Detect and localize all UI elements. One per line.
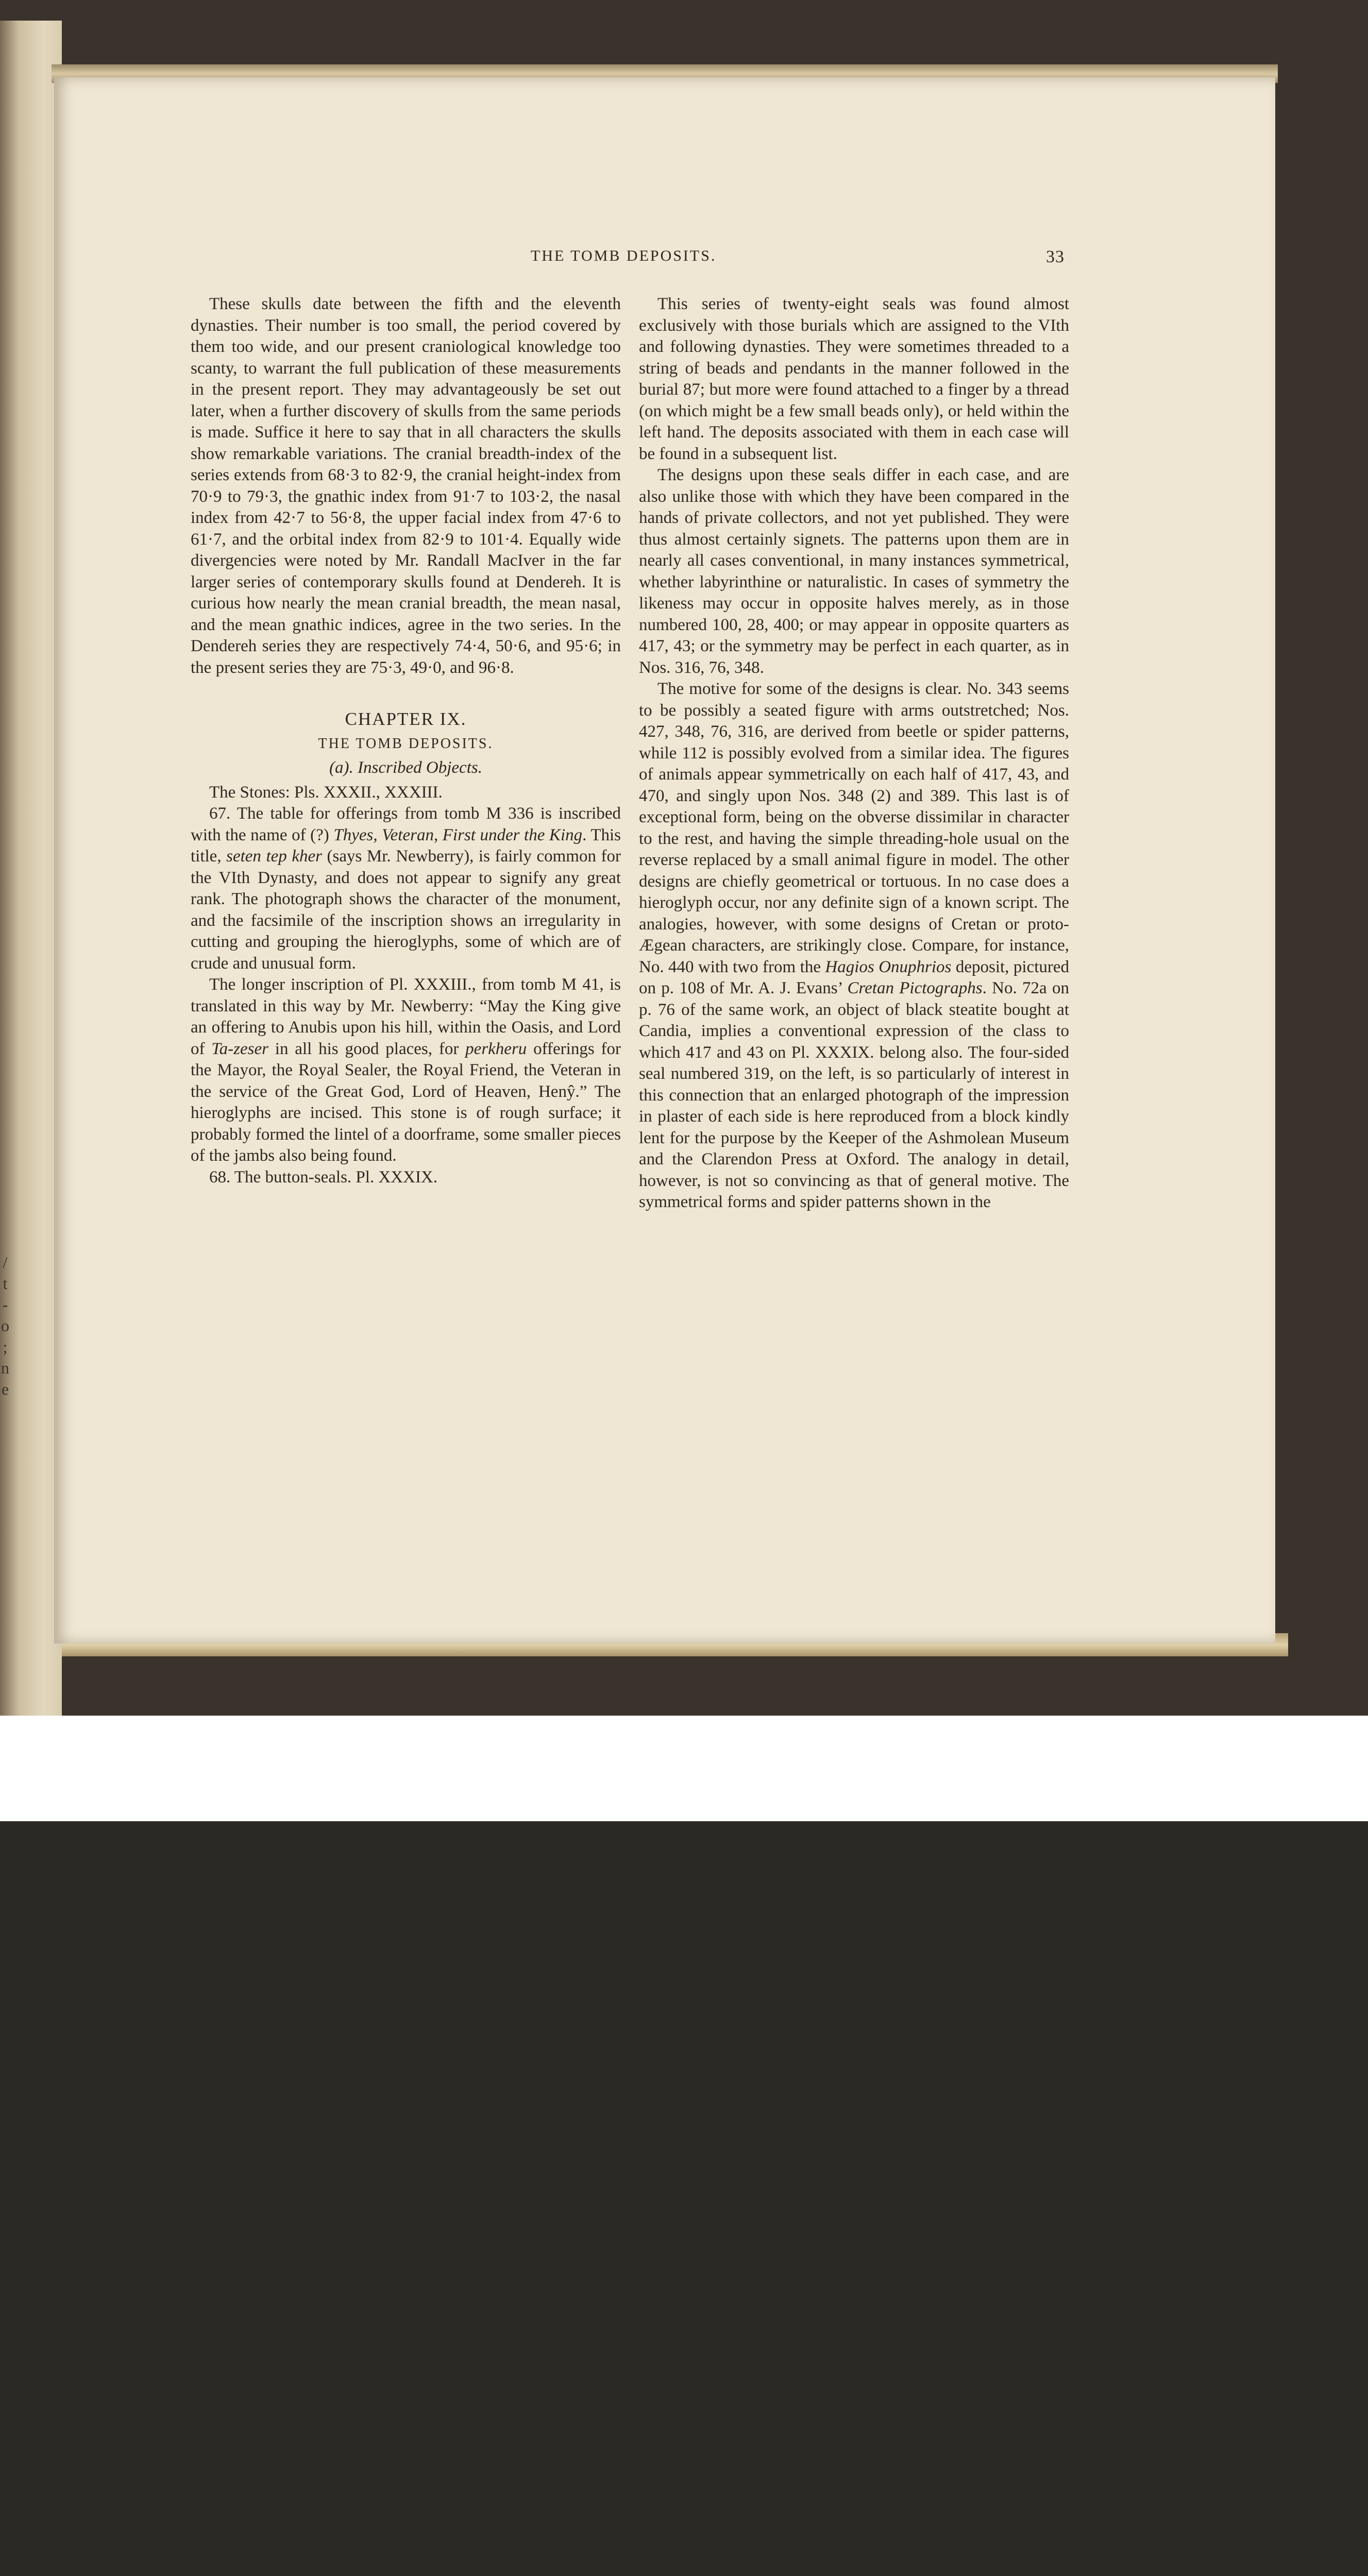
margin-character: - xyxy=(2,1295,8,1314)
left-column xyxy=(191,294,621,1188)
left-page-edge xyxy=(0,21,62,1716)
margin-character: n xyxy=(1,1359,9,1377)
page-number: 33 xyxy=(1046,247,1065,266)
margin-character: e xyxy=(1,1380,9,1398)
paragraph-68: 68. The button-seals. Pl. XXXIX. xyxy=(209,1167,438,1187)
right-column xyxy=(639,294,1069,1213)
section-heading: (a). Inscribed Objects. xyxy=(329,758,482,777)
margin-character: ; xyxy=(3,1337,8,1356)
paragraph-motive: The motive for some of the designs is clear. No. 343 seems to be possibly a seated figure with arms outstretched; Nos. 427, 348, 76, 316, are derived from beetle or spider patterns, while 112 is possibly evolved from a similar idea. The figures of animals appear symmetrically on each half of 417, 43, and 470, and singly upon Nos. 348 (2) and 389. This last is of exceptional form, being on the obverse dissimilar in character to the rest, and having the simple threading-hole usual on the reverse replaced by a small animal figure in model. The other designs are chiefly geometrical or tortuous. In no case does a hieroglyph occur, nor any definite sign of a known script. The analogies, however, with some designs of Cretan or proto-Ægean characters, are strikingly close. Compare, for instance, No. 440 with two from the Hagios Onuphrios deposit, pictured on p. 108 of Mr. A. J. Evans’ Cretan Pictographs. No. 72a on p. 76 of the same work, an object of black steatite bought at Candia, implies a conventional expression of the class to which 417 and 43 on Pl. XXXIX. belong also. The four-sided seal numbered 319, on the left, is so particularly of interest in this connection that an enlarged photograph of the impression in plaster of each side is here reproduced from a block kindly lent for the purpose by the Keeper of the Ashmolean Museum and the Clarendon Press at Oxford. The analogy in detail, however, is not so convincing as that of general motive. The symmetrical forms and spider patterns shown in the xyxy=(639,680,1070,1211)
paragraph-skulls: These skulls date between the fifth and the eleventh dynasties. Their number is too small, the period covered by them too wide, and our present craniological knowledge too scanty, to warrant the full publication of these measurements in the present report. They may advantageously be set out later, when a further discovery of skulls from the same periods is made. Suffice it here to say that in all characters the skulls show remarkable variations. The cranial breadth-index of the series extends from 68·3 to 82·9, the cranial height-index from 70·9 to 79·3, the gnathic index from 91·7 to 103·2, the nasal index from 42·7 to 56·8, the upper facial index from 47·6 to 61·7, and the orbital index from 82·9 to 101·4. Equally wide divergencies were noted by Mr. Randall MacIver in the far larger series of contemporary skulls found at Dendereh. It is curious how nearly the mean cranial breadth, the mean nasal, and the mean gnathic indices, agree in the two series. In the Dendereh series they are respectively 74·4, 50·6, and 95·6; in the present series they are 75·3, 49·0, and 96·8. xyxy=(191,295,621,677)
stones-line: The Stones: Pls. XXXII., XXXIII. xyxy=(209,783,443,802)
running-title: THE TOMB DEPOSITS. xyxy=(531,247,717,264)
paragraph-designs: The designs upon these seals differ in each case, and are also unlike those with which they have been compared in the hands of private collectors, and not yet published. They were thus almost certainly signets. The patterns upon them are in nearly all cases conventional, in many instances symmetrical, whether labyrinthine or naturalistic. In cases of symmetry the likeness may occur in opposite halves merely, as in those numbered 100, 28, 400; or may appear in opposite quarters as 417, 43; or the symmetry may be perfect in each quarter, as in Nos. 316, 76, 348. xyxy=(639,466,1069,677)
chapter-heading: CHAPTER IX. xyxy=(345,709,467,729)
paragraph-longer-inscription: The longer inscription of Pl. XXXIII., from tomb M 41, is translated in this way by Mr. Newberry: “May the King give an offering to Anubis upon his hill, within the Oasis, and Lord of Ta-zeser in all his good places, for perkheru offerings for the Mayor, the Royal Sealer, the Royal Friend, the Veteran in the service of the Great God, Lord of Heaven, Henŷ.” The hieroglyphs are incised. This stone is of rough surface; it probably formed the lintel of a doorframe, some smaller pieces of the jambs also being found. xyxy=(191,975,621,1165)
left-margin-fragment xyxy=(0,1252,10,1400)
viewer-footer xyxy=(0,1716,1368,1821)
margin-character: t xyxy=(3,1274,8,1293)
chapter-title: THE TOMB DEPOSITS. xyxy=(318,735,494,752)
paragraph-67: 67. The table for offerings from tomb M 336 is inscribed with the name of (?) Thyes, Veteran, First under the King. This title, seten tep kher (says Mr. Newberry), is fairly common for the VIth Dynasty, and does not appear to signify any great rank. The photograph shows the character of the monument, and the facsimile of the inscription shows an irregularity in cutting and grouping the hieroglyphs, some of which are of crude and unusual form. xyxy=(191,804,621,973)
margin-character: o xyxy=(1,1316,9,1335)
paragraph-seals: This series of twenty-eight seals was found almost exclusively with those burials which are assigned to the VIth and following dynasties. They were sometimes threaded to a string of beads and pendants in the manner followed in the burial 87; but more were found attached to a finger by a thread (on which might be a few small beads only), or held within the left hand. The deposits associated with them in each case will be found in a subsequent list. xyxy=(639,295,1069,463)
margin-character: / xyxy=(3,1253,8,1272)
